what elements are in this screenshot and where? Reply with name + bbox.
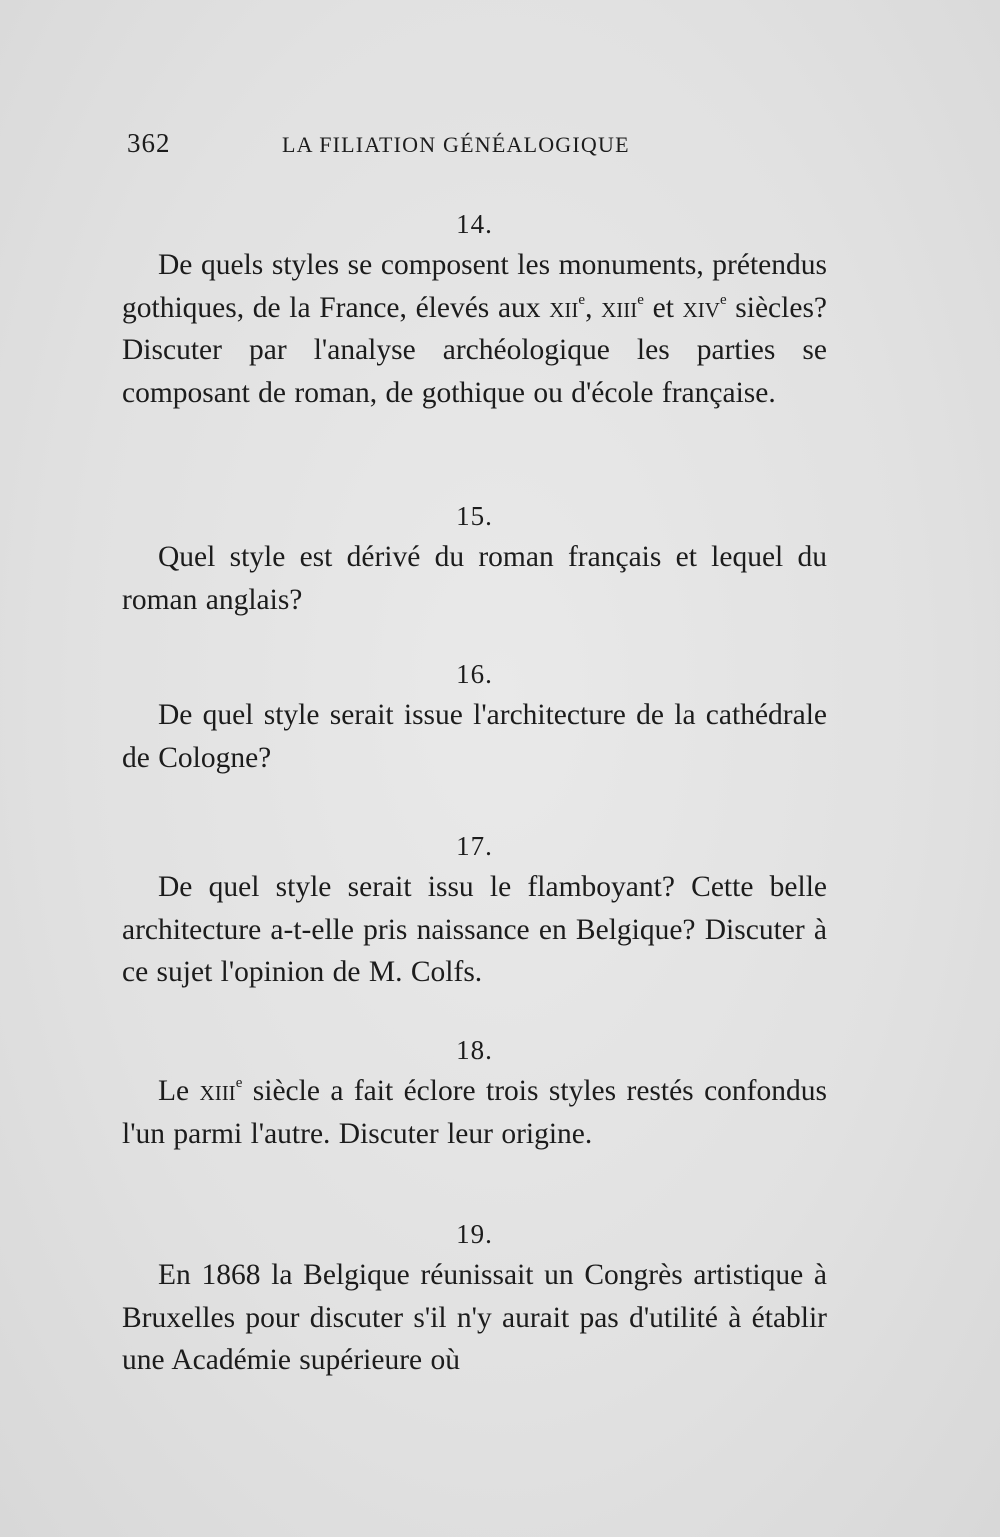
question-18	[122, 1030, 827, 1155]
question-number: 16.	[456, 659, 493, 689]
century-numeral: xii	[549, 291, 579, 324]
century-numeral: xiii	[601, 291, 638, 324]
question-text: En 1868 la Belgique réunissait un Congrès artistique à Bruxelles pour discuter s'il n'y aurait pas d'utilité à établir une Académie supérieure où	[122, 1259, 827, 1376]
ordinal-superscript: e	[719, 291, 727, 308]
question-number: 18.	[456, 1035, 493, 1065]
question-17	[122, 826, 827, 994]
text-segment: De quels styles se composent les monuments, prétendus gothiques, de la France, élevés aux	[122, 249, 827, 324]
running-head	[127, 128, 687, 168]
question-number: 17.	[456, 831, 493, 861]
text-segment: et	[643, 291, 683, 324]
century-numeral: xiii	[199, 1075, 236, 1107]
question-number: 19.	[456, 1219, 493, 1249]
ordinal-superscript: e	[578, 291, 586, 308]
question-text: De quel style serait issue l'architecture de la cathédrale de Cologne?	[122, 699, 827, 774]
text-segment: siècles? Discuter par l'analyse archéologique les parties se composant de roman, de gothique ou d'école française.	[122, 291, 828, 409]
question-19	[122, 1214, 827, 1382]
question-15	[122, 496, 827, 621]
ordinal-superscript: e	[235, 1075, 243, 1091]
question-text	[122, 244, 827, 414]
text-segment: siècle a fait éclore trois styles restés confondus l'un parmi l'autre. Discuter leur origine.	[122, 1075, 827, 1150]
century-numeral: xiv	[682, 291, 720, 324]
question-number: 15.	[456, 501, 493, 531]
question-number: 14.	[456, 209, 493, 239]
ordinal-superscript: e	[637, 291, 644, 308]
text-segment: Le	[158, 1075, 200, 1107]
question-16	[122, 654, 827, 779]
question-text	[122, 1070, 827, 1155]
text-segment: ,	[585, 291, 602, 324]
page-number: 362	[127, 128, 171, 158]
running-title: LA FILIATION GÉNÉALOGIQUE	[282, 132, 630, 157]
question-text: Quel style est dérivé du roman français et lequel du roman anglais?	[122, 541, 827, 616]
question-text: De quel style serait issu le flamboyant? Cette belle architecture a-t-elle pris naissance en Belgique? Discuter à ce sujet l'opinion de M. Colfs.	[122, 871, 827, 988]
question-14	[122, 204, 827, 414]
